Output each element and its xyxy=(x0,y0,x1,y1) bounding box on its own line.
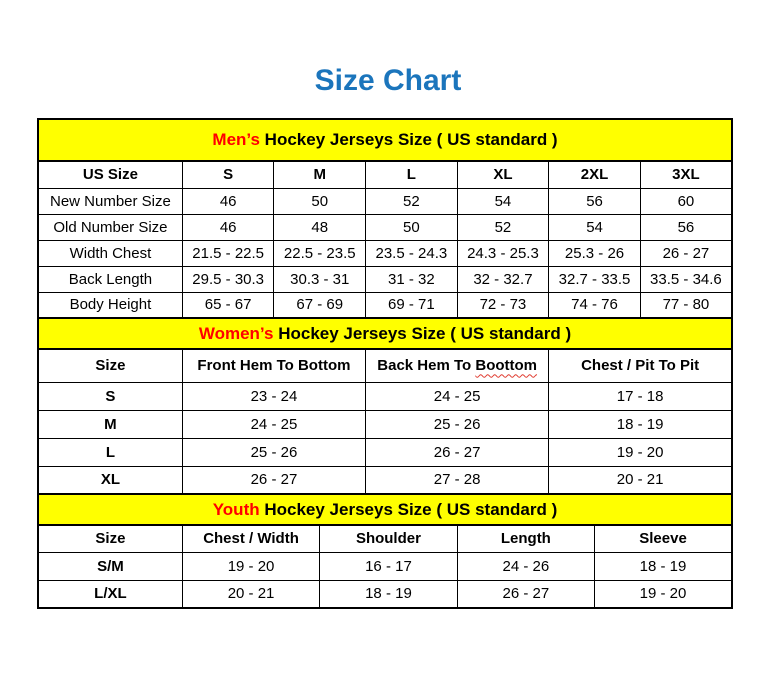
table-cell: 22.5 - 23.5 xyxy=(274,240,366,266)
table-cell: 23 - 24 xyxy=(182,382,365,410)
womens-section-header xyxy=(37,317,733,350)
womens-table-header xyxy=(38,349,732,382)
table-row xyxy=(38,188,732,214)
table-cell: 26 - 27 xyxy=(366,438,549,466)
table-cell: 23.5 - 24.3 xyxy=(366,240,458,266)
table-cell: 19 - 20 xyxy=(182,552,319,580)
row-label: S xyxy=(38,382,182,410)
table-cell: 18 - 19 xyxy=(595,552,732,580)
column-header: Size xyxy=(38,525,182,552)
column-header: L xyxy=(366,161,458,188)
column-header: 2XL xyxy=(549,161,641,188)
column-header: Front Hem To Bottom xyxy=(182,349,365,382)
table-cell: 25.3 - 26 xyxy=(549,240,641,266)
table-row xyxy=(38,382,732,410)
table-cell: 24.3 - 25.3 xyxy=(457,240,549,266)
table-row xyxy=(38,214,732,240)
table-cell: 50 xyxy=(274,188,366,214)
column-header: Shoulder xyxy=(320,525,457,552)
table-cell: 24 - 26 xyxy=(457,552,594,580)
row-label: Old Number Size xyxy=(38,214,182,240)
header-row xyxy=(38,349,732,382)
womens-section-highlight: Women’s xyxy=(198,323,274,343)
table-cell: 31 - 32 xyxy=(366,266,458,292)
column-header: 3XL xyxy=(640,161,732,188)
table-cell: 26 - 27 xyxy=(182,466,365,494)
mens-section-header xyxy=(37,118,733,162)
mens-table-body xyxy=(38,188,732,318)
table-cell: 19 - 20 xyxy=(549,438,732,466)
table-cell: 52 xyxy=(366,188,458,214)
table-cell: 25 - 26 xyxy=(182,438,365,466)
row-label: L/XL xyxy=(38,580,182,608)
size-chart-tables xyxy=(37,118,733,609)
table-cell: 20 - 21 xyxy=(549,466,732,494)
column-header: Chest / Width xyxy=(182,525,319,552)
table-cell: 32 - 32.7 xyxy=(457,266,549,292)
row-label: New Number Size xyxy=(38,188,182,214)
table-row xyxy=(38,552,732,580)
table-row xyxy=(38,240,732,266)
table-cell: 20 - 21 xyxy=(182,580,319,608)
table-cell: 74 - 76 xyxy=(549,292,641,318)
page-title: Size Chart xyxy=(314,64,462,97)
header-row xyxy=(38,161,732,188)
table-cell: 65 - 67 xyxy=(182,292,274,318)
row-label: S/M xyxy=(38,552,182,580)
youth-table-header xyxy=(38,525,732,552)
mens-table-header xyxy=(38,161,732,188)
table-row xyxy=(38,292,732,318)
table-cell: 17 - 18 xyxy=(549,382,732,410)
table-cell: 54 xyxy=(549,214,641,240)
table-cell: 18 - 19 xyxy=(320,580,457,608)
table-cell: 33.5 - 34.6 xyxy=(640,266,732,292)
table-row xyxy=(38,438,732,466)
mens-section-title-text: Hockey Jerseys Size ( US standard ) xyxy=(259,130,558,149)
back-hem-prefix: Back Hem To xyxy=(377,357,476,375)
youth-section-header xyxy=(37,493,733,526)
table-cell: 18 - 19 xyxy=(549,410,732,438)
row-label: Body Height xyxy=(38,292,182,318)
row-label: Back Length xyxy=(38,266,182,292)
table-cell: 24 - 25 xyxy=(182,410,365,438)
column-header: US Size xyxy=(38,161,182,188)
row-label: XL xyxy=(38,466,182,494)
column-header: Sleeve xyxy=(595,525,732,552)
table-cell: 77 - 80 xyxy=(640,292,732,318)
mens-size-table xyxy=(37,160,733,319)
column-header: S xyxy=(182,161,274,188)
youth-section-highlight: Youth xyxy=(212,499,260,519)
mens-section-highlight: Men’s xyxy=(212,130,260,149)
table-cell: 69 - 71 xyxy=(366,292,458,318)
table-cell: 48 xyxy=(274,214,366,240)
table-cell: 25 - 26 xyxy=(366,410,549,438)
table-row xyxy=(38,580,732,608)
column-header-back-hem xyxy=(366,349,549,382)
table-cell: 46 xyxy=(182,214,274,240)
table-row xyxy=(38,266,732,292)
table-cell: 19 - 20 xyxy=(595,580,732,608)
womens-section-title-text: Hockey Jerseys Size ( US standard ) xyxy=(273,323,572,343)
table-row xyxy=(38,466,732,494)
column-header: XL xyxy=(457,161,549,188)
table-cell: 26 - 27 xyxy=(457,580,594,608)
table-cell: 27 - 28 xyxy=(366,466,549,494)
row-label: L xyxy=(38,438,182,466)
table-cell: 50 xyxy=(366,214,458,240)
table-cell: 16 - 17 xyxy=(320,552,457,580)
table-cell: 46 xyxy=(182,188,274,214)
womens-size-table xyxy=(37,348,733,495)
column-header: Size xyxy=(38,349,182,382)
table-cell: 56 xyxy=(640,214,732,240)
table-cell: 56 xyxy=(549,188,641,214)
row-label: M xyxy=(38,410,182,438)
table-cell: 72 - 73 xyxy=(457,292,549,318)
table-cell: 32.7 - 33.5 xyxy=(549,266,641,292)
table-row xyxy=(38,410,732,438)
table-cell: 54 xyxy=(457,188,549,214)
column-header: Chest / Pit To Pit xyxy=(549,349,732,382)
table-cell: 67 - 69 xyxy=(274,292,366,318)
column-header: Length xyxy=(457,525,594,552)
womens-table-body xyxy=(38,382,732,494)
table-cell: 26 - 27 xyxy=(640,240,732,266)
table-cell: 30.3 - 31 xyxy=(274,266,366,292)
header-row xyxy=(38,525,732,552)
youth-table-body xyxy=(38,552,732,608)
back-hem-misspelled-word: Boottom xyxy=(475,357,538,375)
column-header: M xyxy=(274,161,366,188)
table-cell: 60 xyxy=(640,188,732,214)
table-cell: 21.5 - 22.5 xyxy=(182,240,274,266)
row-label: Width Chest xyxy=(38,240,182,266)
youth-size-table xyxy=(37,524,733,609)
youth-section-title-text: Hockey Jerseys Size ( US standard ) xyxy=(259,499,558,519)
table-cell: 24 - 25 xyxy=(366,382,549,410)
table-cell: 52 xyxy=(457,214,549,240)
table-cell: 29.5 - 30.3 xyxy=(182,266,274,292)
